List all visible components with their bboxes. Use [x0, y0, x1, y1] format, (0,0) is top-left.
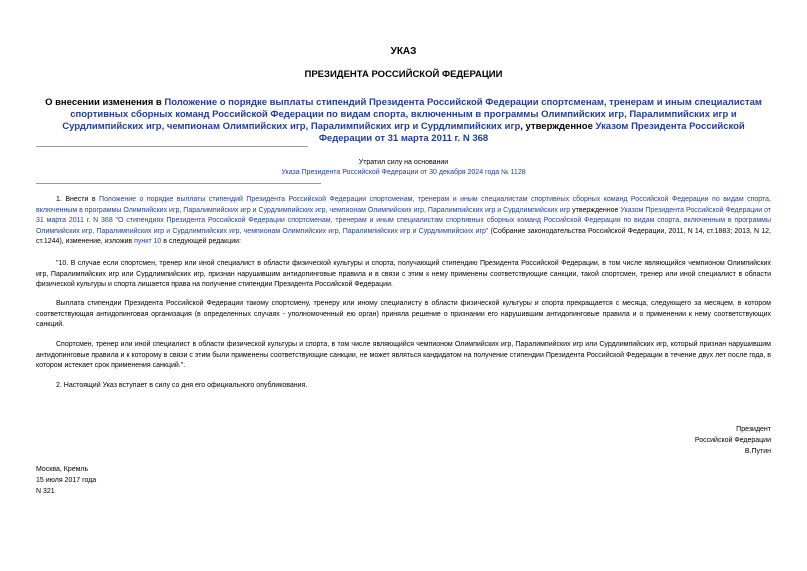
p1-link-point[interactable]: пункт 10: [134, 238, 162, 245]
document-title: УКАЗ: [390, 46, 417, 57]
signature-name: В.Путин: [744, 448, 771, 455]
p1-suffix: в следующей редакции:: [161, 238, 241, 245]
heading-link-decree[interactable]: Указом Президента Российской Федерации от 31 марта 2011 г. N 368: [318, 121, 745, 144]
place-date: 15 июля 2017 года: [36, 477, 97, 484]
lost-force-note: Утратил силу на основании: [358, 159, 449, 166]
paragraph-1: [36, 195, 771, 248]
signature-country: Российской Федерации: [694, 437, 771, 444]
p1-middle2: (Собрание законодательства Российской Федерации, 2011, N 14, ст.1883; 2013, N 12, ст.1244), изменение, изложив: [36, 227, 771, 245]
paragraph-2: "10. В случае если спортсмен, тренер или иной специалист в области физической культуры и спорта, получающий стипендию Президента Российской Федерации, в том числе являющийся чемпионом Олимпийских игр, Паралимпийских игр или Сурдлимпийских игр, признан нарушившим антидопинговые правила и в связи с этим к нему применены соответствующие санкции, такой спортсмен, тренер или иной специалист в области физической культуры и спорта лишается права на получение стипендии Президента Российской Федерации.: [36, 260, 771, 288]
p1-middle1: утвержденное: [570, 206, 621, 214]
lost-force-link[interactable]: Указа Президента Российской Федерации от 30 декабря 2024 года № 1128: [281, 169, 526, 176]
divider-bottom: [36, 183, 321, 184]
paragraph-5: 2. Настоящий Указ вступает в силу со дня его официального опубликования.: [56, 382, 308, 389]
p1-link-decree[interactable]: Указом Президента Российской Федерации от 31 марта 2011 г. N 368 "О стипендиях Президента Российской Федерации спортсменам, тренерам и иным специалистам спортивных сборных команд Российской Федерации по видам спорта, включенным в программы Олимпийских игр, Паралимпийских игр и Сурдлимпийских игр, чемпионам Олимпийских игр, Паралимпийских игр и Сурдлимпийских игр": [36, 206, 772, 235]
place-city: Москва, Кремль: [36, 466, 89, 473]
paragraph-4: Спортсмен, тренер или иной специалист в области физической культуры и спорта, в том числе являющийся чемпионом Олимпийских игр, Паралимпийских игр или Сурдлимпийских игр, который признан нарушившим антидопинговые правила и к которому в связи с этим были применены соответствующие санкции, не может являться кандидатом на получение стипендии Президента Российской Федерации в течение двух лет после года, в котором истекает срок применения санкций.".: [36, 341, 771, 369]
signature-title: Президент: [736, 426, 771, 433]
p1-prefix: 1. Внести в: [56, 196, 100, 203]
heading-middle: , утвержденное: [520, 121, 596, 132]
p1-link-regulation[interactable]: Положение о порядке выплаты стипендий Президента Российской Федерации спортсменам, тренерам и иным специалистам спортивных сборных команд Российской Федерации по видам спорта, включенным в программы Олимпийских игр, Паралимпийских игр и Сурдлимпийских игр, чемпионам Олимпийских игр, Паралимпийских игр и Сурдлимпийских игр: [36, 196, 772, 214]
document-subtitle: ПРЕЗИДЕНТА РОССИЙСКОЙ ФЕДЕРАЦИИ: [304, 69, 503, 80]
document-heading: [36, 97, 771, 145]
place-number: N 321: [36, 488, 55, 495]
paragraph-3: Выплата стипендии Президента Российской Федерации такому спортсмену, тренеру или иному специалисту в области физической культуры и спорта прекращается с месяца, следующего за месяцем, в котором соответствующая антидопинговая организация (в определенных случаях - уполномоченный ею орган) приняла решение о признании его нарушившим антидопинговые правила и о применении к нему соответствующих санкций.: [36, 300, 771, 328]
heading-prefix: О внесении изменения в: [45, 97, 165, 108]
place-date-block: [36, 464, 96, 497]
divider-top: [36, 146, 308, 147]
signature-block: [695, 424, 771, 457]
heading-link-regulation[interactable]: Положение о порядке выплаты стипендий Президента Российской Федерации спортсменам, тренерам и иным специалистам спортивных сборных команд Российской Федерации по видам спорта, включенным в программы Олимпийских игр, Паралимпийских игр и Сурдлимпийских игр, чемпионам Олимпийских игр, Паралимпийских игр и Сурдлимпийских игр: [62, 97, 762, 132]
